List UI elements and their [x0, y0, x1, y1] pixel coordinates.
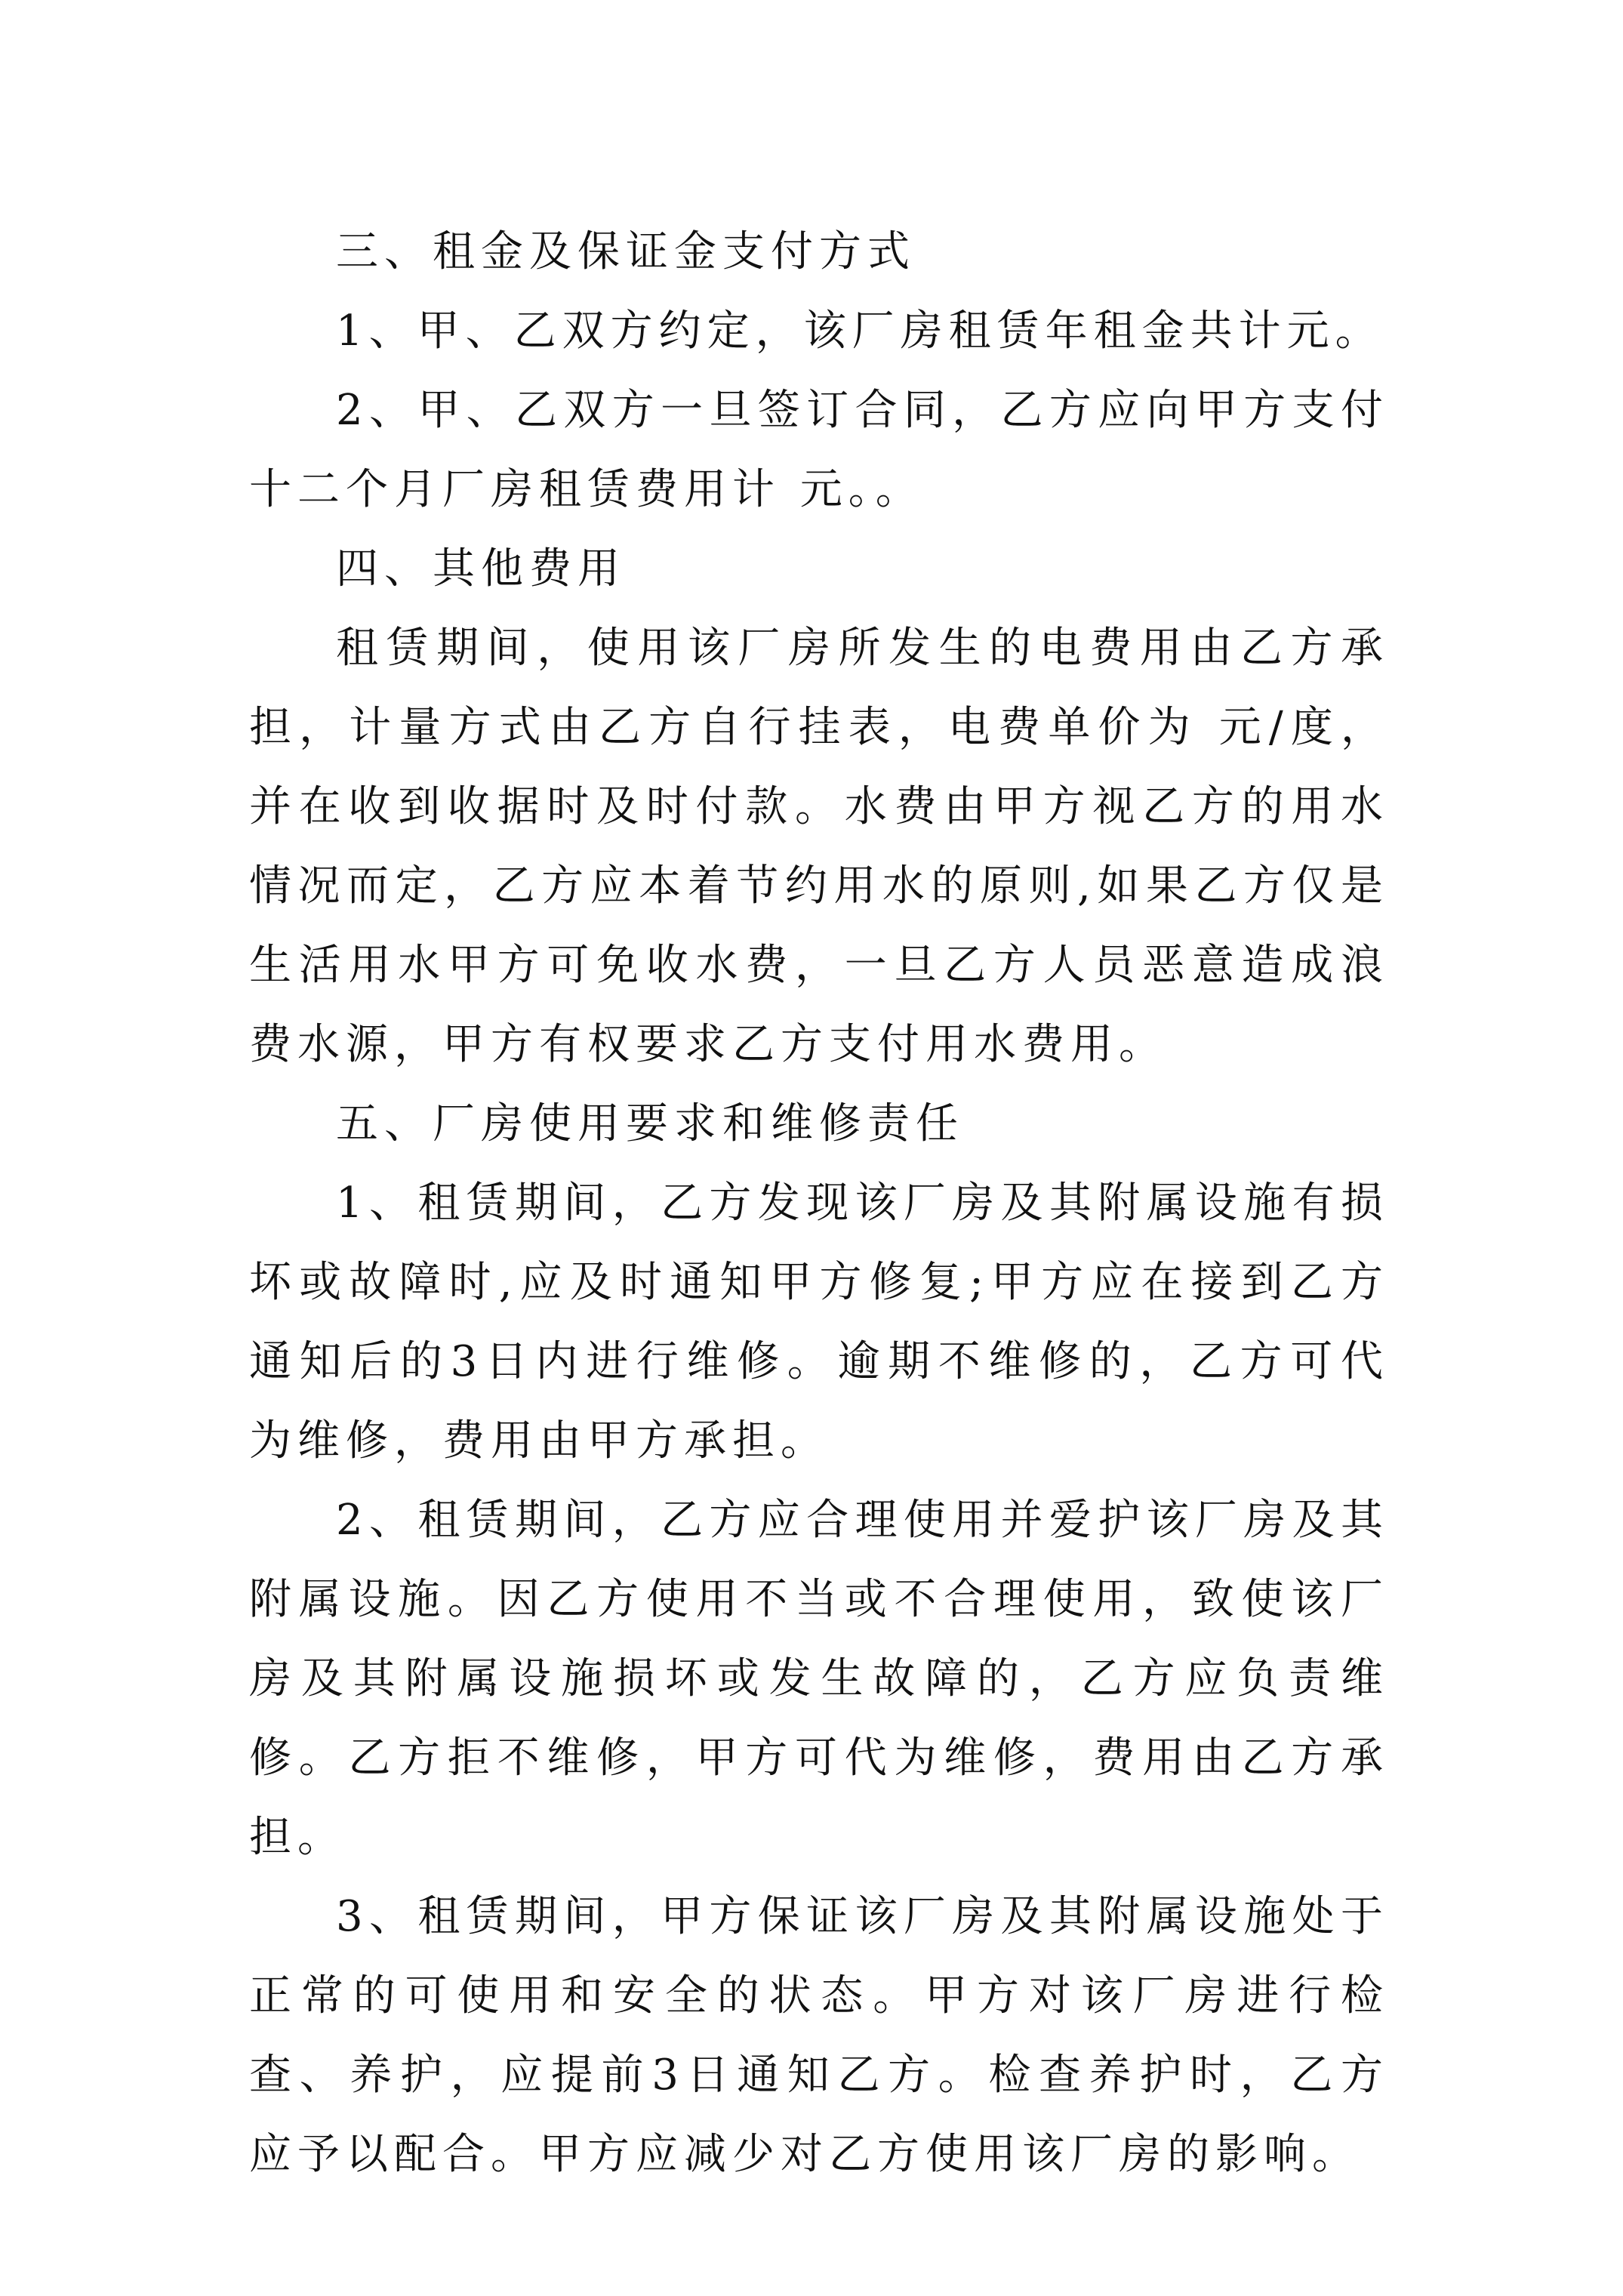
- section-heading-other-fees: 四、其他费用: [336, 544, 626, 593]
- document-body: [249, 212, 1389, 2194]
- paragraph-maintenance-1: 1、租赁期间，乙方发现该厂房及其附属设施有损坏或故障时,应及时通知甲方修复;甲方应在接到乙方通知后的3日内进行维修。逾期不维修的，乙方可代为维修，费用由甲方承担。: [249, 1179, 1389, 1465]
- section-heading-usage-and-maintenance: 五、厂房使用要求和维修责任: [336, 1099, 964, 1148]
- paragraph-maintenance-3: 3、租赁期间，甲方保证该厂房及其附属设施处于正常的可使用和安全的状态。甲方对该厂房进行检查、养护，应提前3日通知乙方。检查养护时，乙方应予以配合。甲方应减少对乙方使用该厂房的影响。: [249, 1892, 1389, 2179]
- paragraph-maintenance-2: 2、租赁期间，乙方应合理使用并爱护该厂房及其附属设施。因乙方使用不当或不合理使用，致使该厂房及其附属设施损坏或发生故障的，乙方应负责维修。乙方拒不维修，甲方可代为维修，费用由乙方承担。: [249, 1496, 1389, 1862]
- paragraph-utility-fees: 租赁期间，使用该厂房所发生的电费用由乙方承担，计量方式由乙方自行挂表，电费单价为 元/度，并在收到收据时及时付款。水费由甲方视乙方的用水情况而定，乙方应本着节约用水的原则,如果乙方仅是生活用水甲方可免收水费，一旦乙方人员恶意造成浪费水源，甲方有权要求乙方支付用水费用。: [249, 624, 1389, 1069]
- paragraph-twelve-month-payment: 2、甲、乙双方一旦签订合同，乙方应向甲方支付十二个月厂房租赁费用计 元。。: [249, 386, 1389, 514]
- section-heading-rent-payment: 三、租金及保证金支付方式: [336, 227, 916, 276]
- paragraph-annual-rent: 1、甲、乙双方约定，该厂房租赁年租金共计元。: [336, 307, 1384, 356]
